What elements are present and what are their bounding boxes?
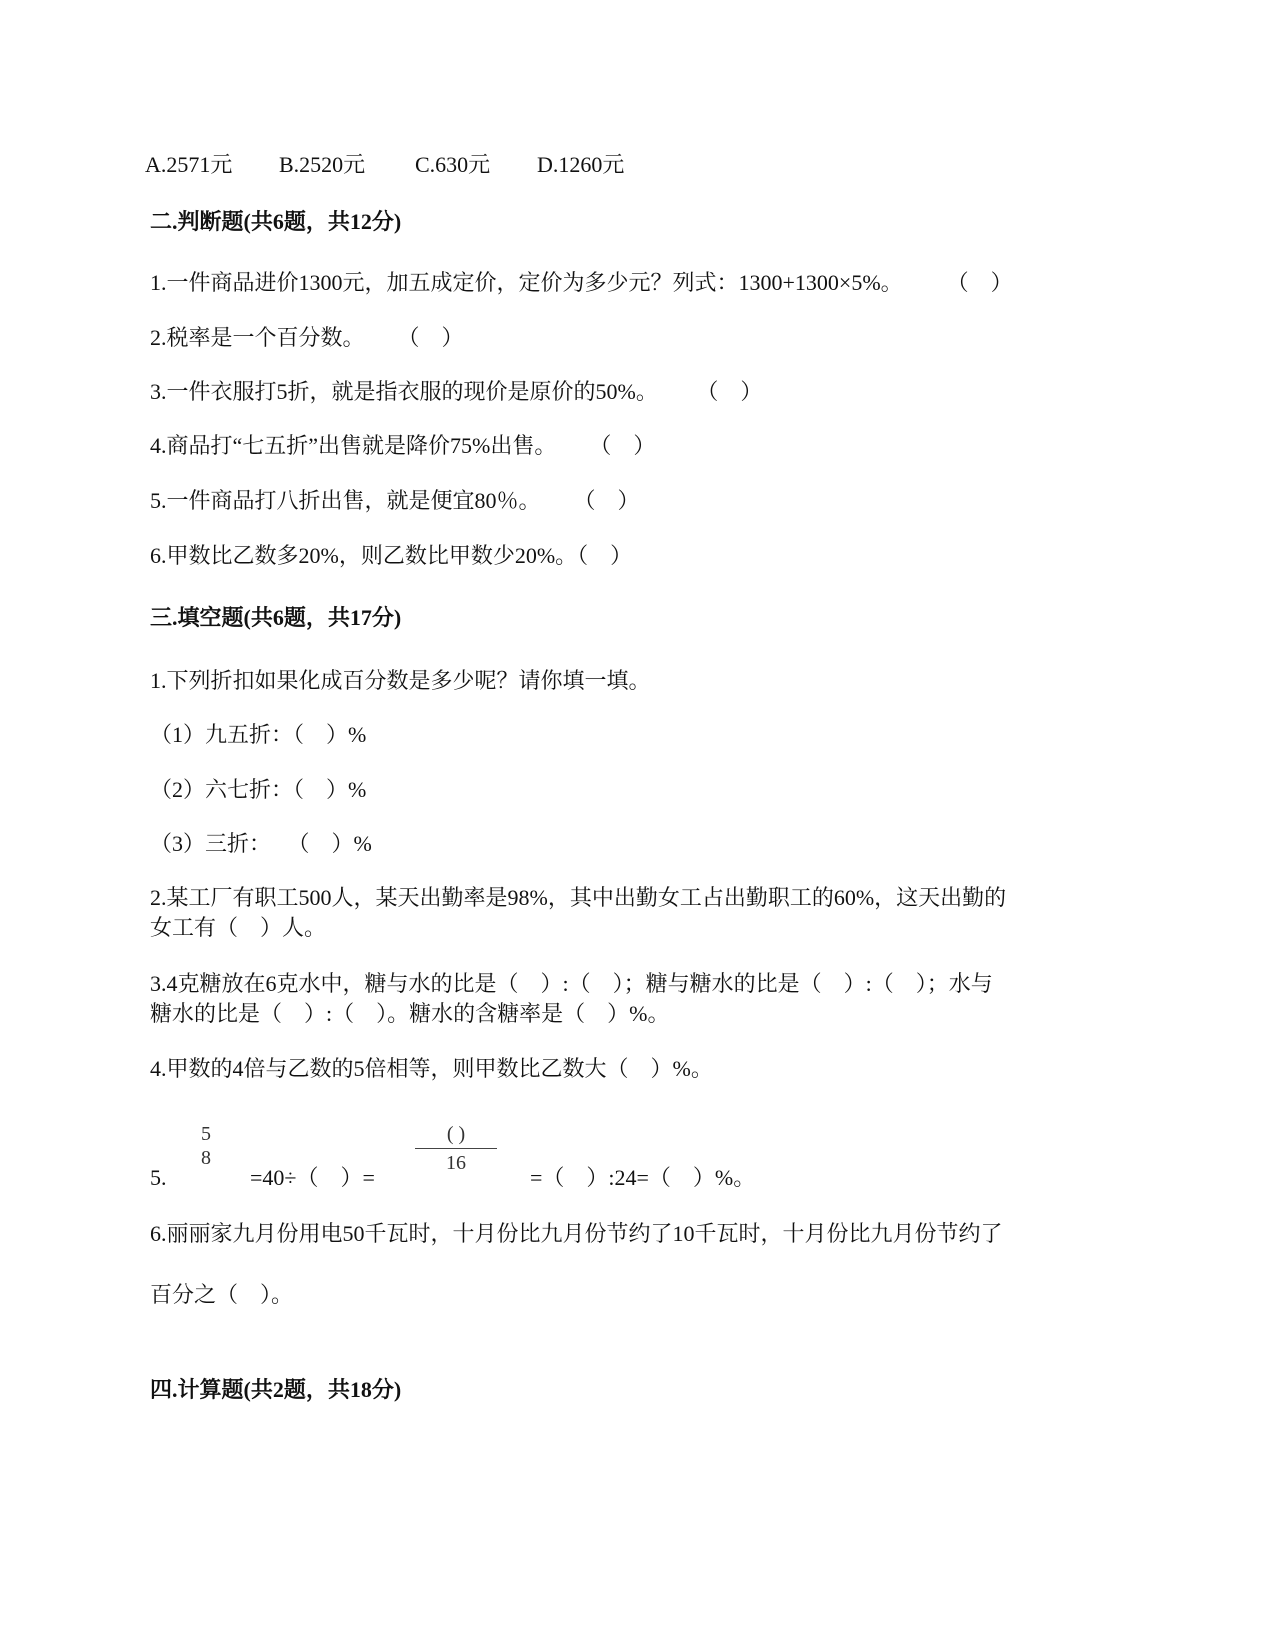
fill-question-6-line-2: 百分之（ ）。 (150, 1282, 294, 1307)
judgement-item-4: 4.商品打“七五折”出售就是降价75%出售。 （ ） (150, 433, 656, 458)
fraction-bar (415, 1148, 497, 1149)
fill-question-3-line-1: 3.4克糖放在6克水中，糖与水的比是（ ）:（ ）；糖与糖水的比是（ ）:（ ）；水与 (150, 971, 993, 996)
choice-a: A.2571元 (145, 152, 233, 177)
judgement-item-1: 1.一件商品进价1300元，加五成定价，定价为多少元？列式：1300+1300×5%。 （ ） (150, 270, 1013, 295)
fill-question-5-suffix: =（ ）:24=（ ）%。 (530, 1165, 756, 1190)
fraction-denominator: 8 (201, 1147, 211, 1169)
section-heading-calculation: 四.计算题(共2题，共18分) (150, 1377, 402, 1402)
judgement-item-5: 5.一件商品打八折出售，就是便宜80％。 （ ） (150, 488, 640, 513)
fraction-five-eighths (195, 1122, 217, 1170)
judgement-item-2: 2.税率是一个百分数。 （ ） (150, 325, 464, 350)
fill-question-6-line-1: 6.丽丽家九月份用电50千瓦时，十月份比九月份节约了10千瓦时，十月份比九月份节约了 (150, 1221, 1003, 1246)
fill-question-2-line-2: 女工有（ ）人。 (150, 915, 327, 940)
fill-question-2-line-1: 2.某工厂有职工500人，某天出勤率是98%，其中出勤女工占出勤职工的60%，这天出勤的 (150, 885, 1007, 910)
fraction-denominator: 16 (446, 1152, 466, 1174)
fill-question-3-line-2: 糖水的比是（ ）:（ ）。糖水的含糖率是（ ）%。 (150, 1001, 670, 1026)
section-heading-judgement: 二.判断题(共6题，共12分) (150, 209, 402, 234)
fill-question-1-sub-2: （2）六七折：（ ）% (150, 777, 367, 802)
fill-question-1: 1.下列折扣如果化成百分数是多少呢？请你填一填。 (150, 668, 651, 693)
section-heading-fill-blank: 三.填空题(共6题，共17分) (150, 605, 402, 630)
choice-d: D.1260元 (537, 152, 625, 177)
fill-question-1-sub-3: （3）三折： （ ）% (150, 831, 372, 856)
choice-b: B.2520元 (279, 152, 366, 177)
fraction-numerator: ( ) (446, 1123, 466, 1145)
fraction-blank-over-sixteen (415, 1122, 497, 1175)
choice-c: C.630元 (415, 152, 491, 177)
fill-question-5-middle: =40÷（ ）= (250, 1165, 375, 1190)
judgement-item-3: 3.一件衣服打5折，就是指衣服的现价是原价的50%。 （ ） (150, 379, 763, 404)
fill-question-4: 4.甲数的4倍与乙数的5倍相等，则甲数比乙数大（ ）%。 (150, 1056, 713, 1081)
fill-question-5-prefix: 5. (150, 1165, 167, 1190)
fill-question-1-sub-1: （1）九五折：（ ）% (150, 722, 367, 747)
fraction-numerator: 5 (201, 1123, 211, 1145)
judgement-item-6: 6.甲数比乙数多20%，则乙数比甲数少20%。（ ） (150, 543, 633, 568)
